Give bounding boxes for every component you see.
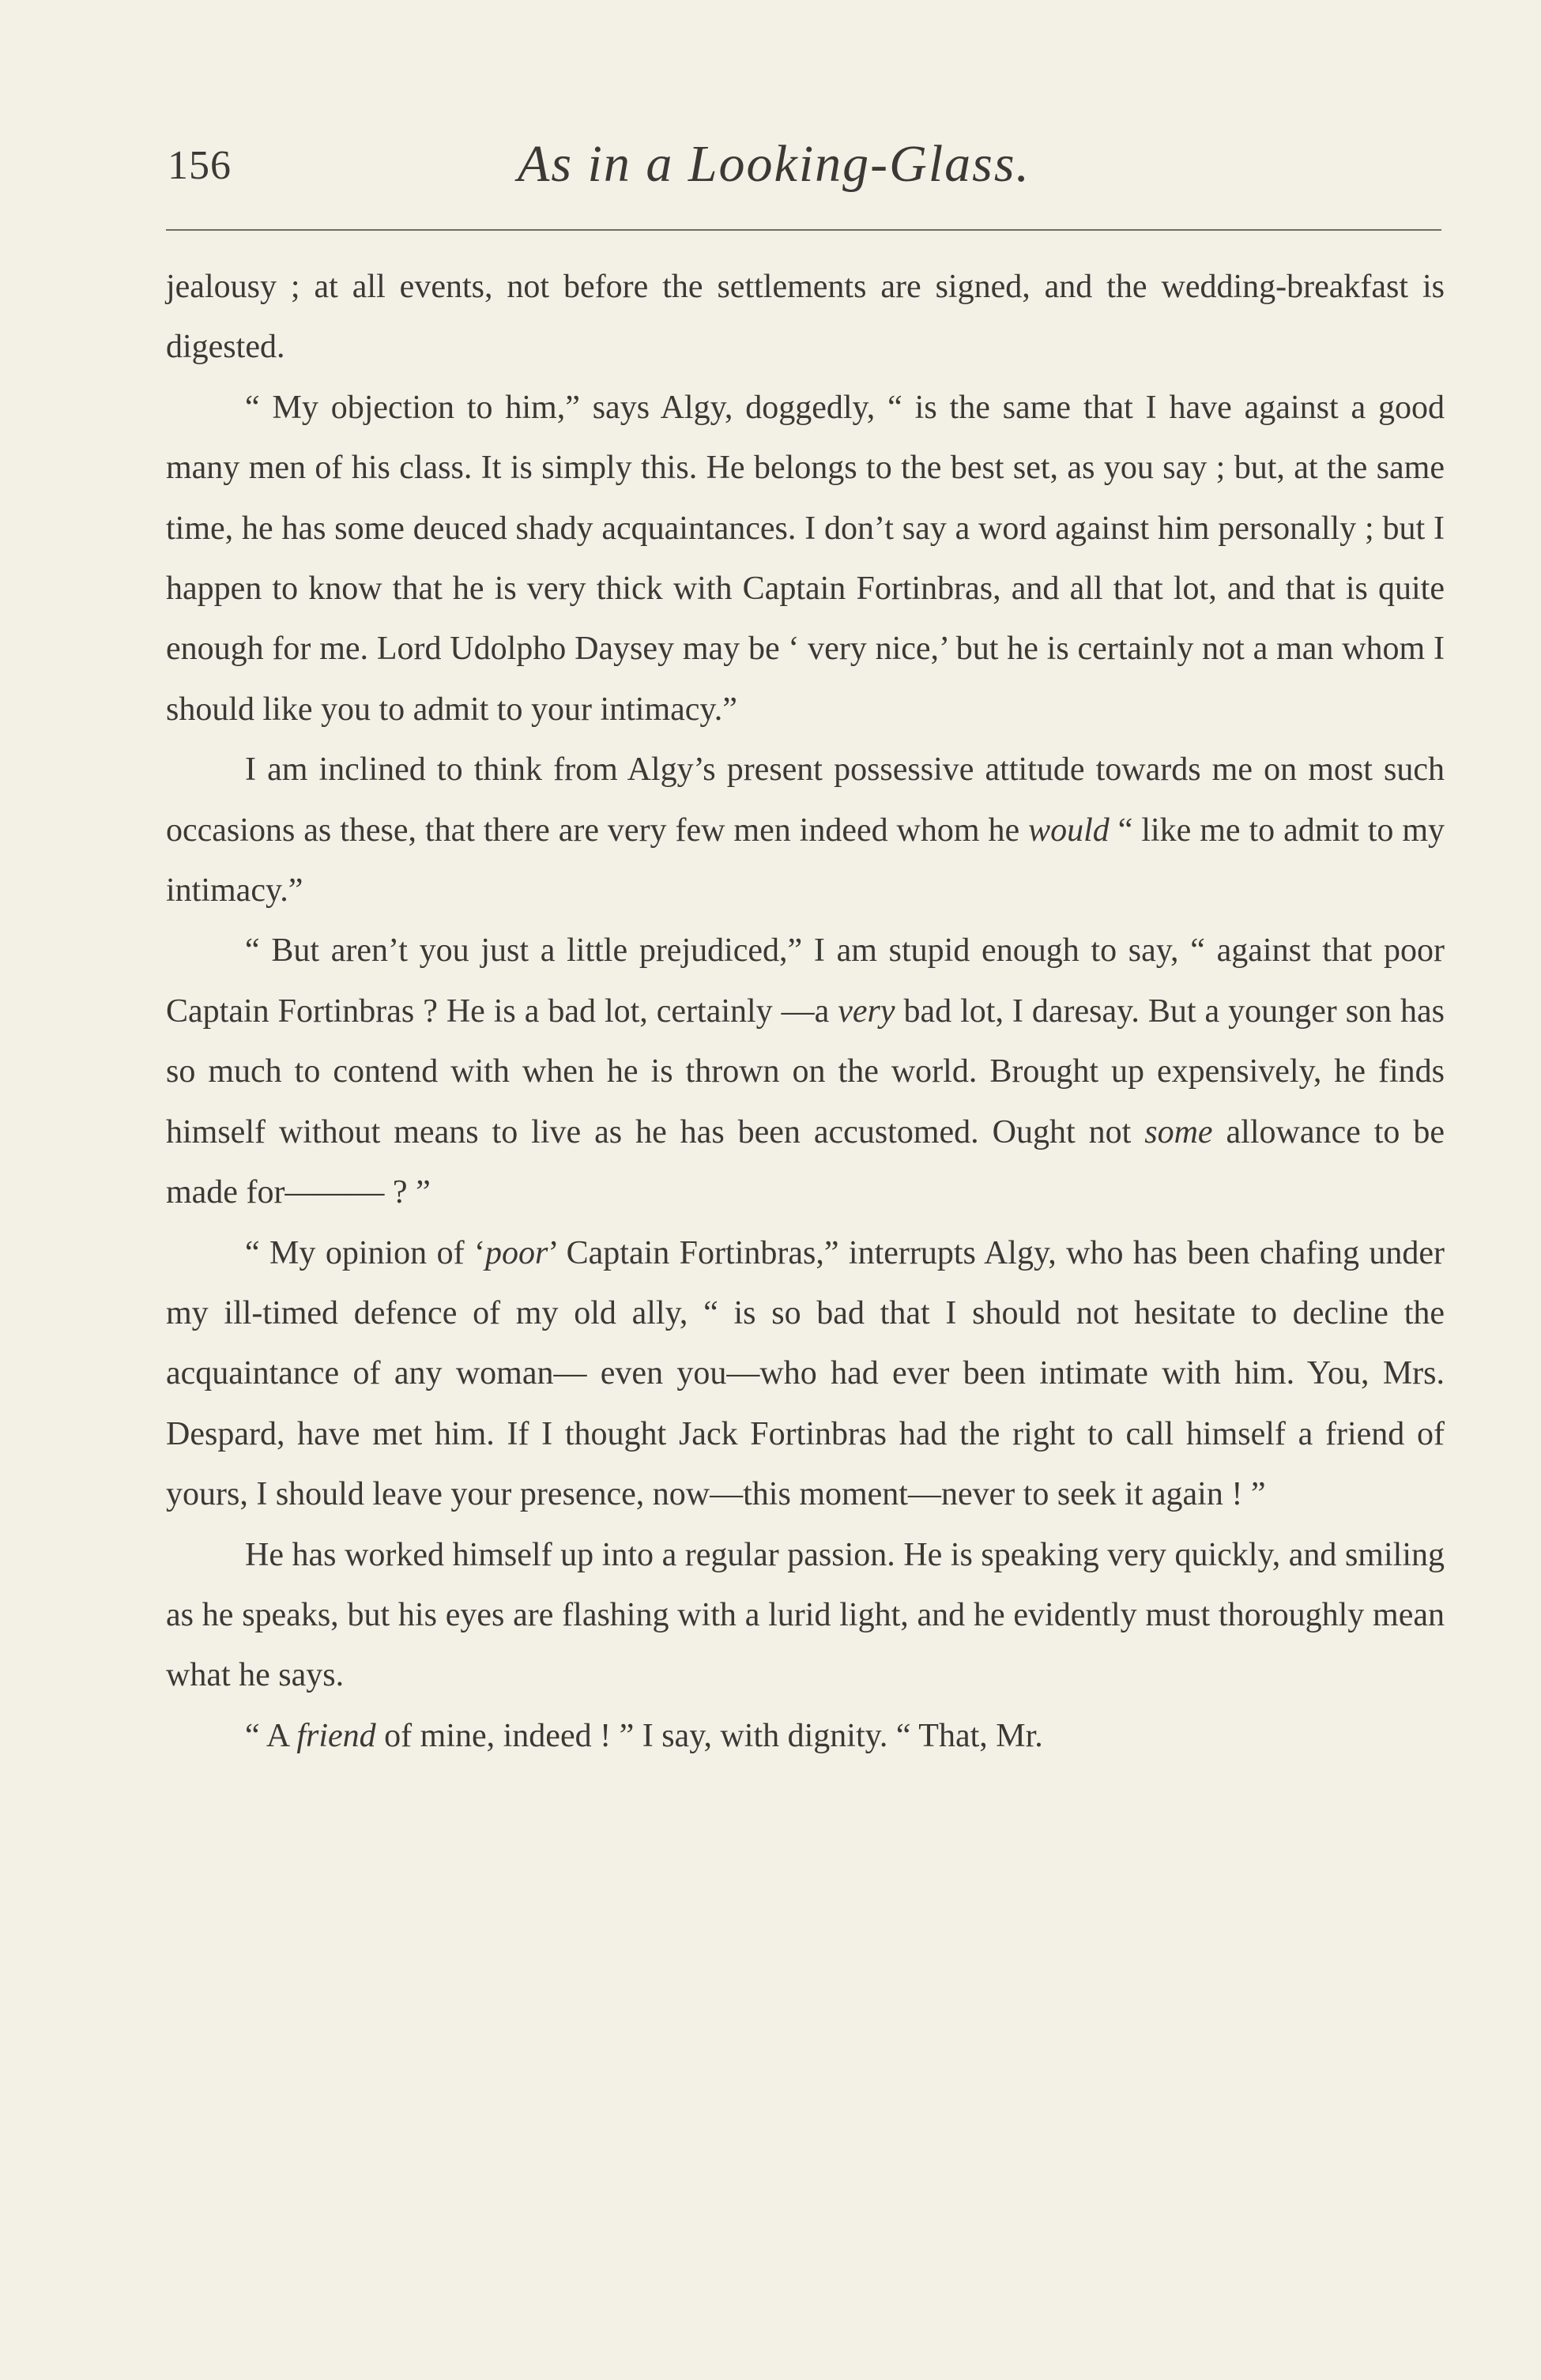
running-title: As in a Looking-Glass. <box>518 135 1031 193</box>
body-text <box>166 257 1445 1766</box>
paragraph <box>166 1706 1445 1766</box>
text-run: of mine, indeed ! ” I say, with dignity. “ That, Mr. <box>375 1717 1043 1754</box>
italic-text: some <box>1144 1113 1213 1150</box>
page-number: 156 <box>168 143 232 188</box>
text-run: “ A <box>245 1717 297 1754</box>
italic-text: would <box>1028 812 1110 849</box>
italic-text: friend <box>296 1717 376 1754</box>
text-run: jealousy ; at all events, not before the settlements are signed, and the wedding-breakfast is digested. <box>166 269 1445 366</box>
text-run: “ My objection to him,” says Algy, doggedly, “ is the same that I have against a good many men of his class. It is simply this. He belongs to the best set, as you say ; but, at the same time, he has some deuced shady acquaintances. I don’t say a word against him personally ; but I happen to know that he is very thick with Captain Fortinbras, and all that lot, and that is quite enough for me. Lord Udolpho Daysey may be ‘ very nice,’ but he is certainly not a man whom I should like you to admit to your intimacy.” <box>166 389 1445 728</box>
text-run: “ like me to admit to my intimacy.” <box>166 812 1445 909</box>
text-run: “ My opinion of ‘ <box>245 1234 485 1271</box>
text-run: allowance to be made for——— ? ” <box>166 1113 1445 1211</box>
text-run: He has worked himself up into a regular passion. He is speaking very quickly, and smiling as he speaks, but his eyes are flashing with a lurid light, and he evidently must thoroughly mean what he says. <box>166 1536 1445 1694</box>
italic-text: poor <box>484 1234 548 1271</box>
paragraph <box>166 921 1445 1222</box>
paragraph <box>166 257 1445 378</box>
header-rule <box>166 229 1441 231</box>
paragraph <box>166 1525 1445 1706</box>
text-run: bad lot, I daresay. But a younger son has so much to contend with when he is thrown on the world. Brought up expensively, he finds himself without means to live as he has been accustomed. Ought not <box>166 992 1445 1150</box>
paragraph <box>166 1223 1445 1525</box>
italic-text: very <box>838 992 895 1030</box>
text-run: “ But aren’t you just a little prejudiced,” I am stupid enough to say, “ against that poor Captain Fortinbras ? He is a bad lot, certainly —a <box>166 932 1445 1030</box>
paragraph <box>166 378 1445 740</box>
text-run: I am inclined to think from Algy’s present possessive attitude towards me on most such occasions as these, that there are very few men indeed whom he <box>166 751 1445 849</box>
text-run: ’ Captain Fortinbras,” interrupts Algy, who has been chafing under my ill-timed defence of my old ally, “ is so bad that I should not hesitate to decline the acquaintance of any woman— even you—who had ever been intimate with him. You, Mrs. Despard, have met him. If I thought Jack Fortinbras had the right to call himself a friend of yours, I should leave your presence, now—this moment—never to seek it again ! ” <box>166 1234 1445 1513</box>
paragraph <box>166 740 1445 921</box>
